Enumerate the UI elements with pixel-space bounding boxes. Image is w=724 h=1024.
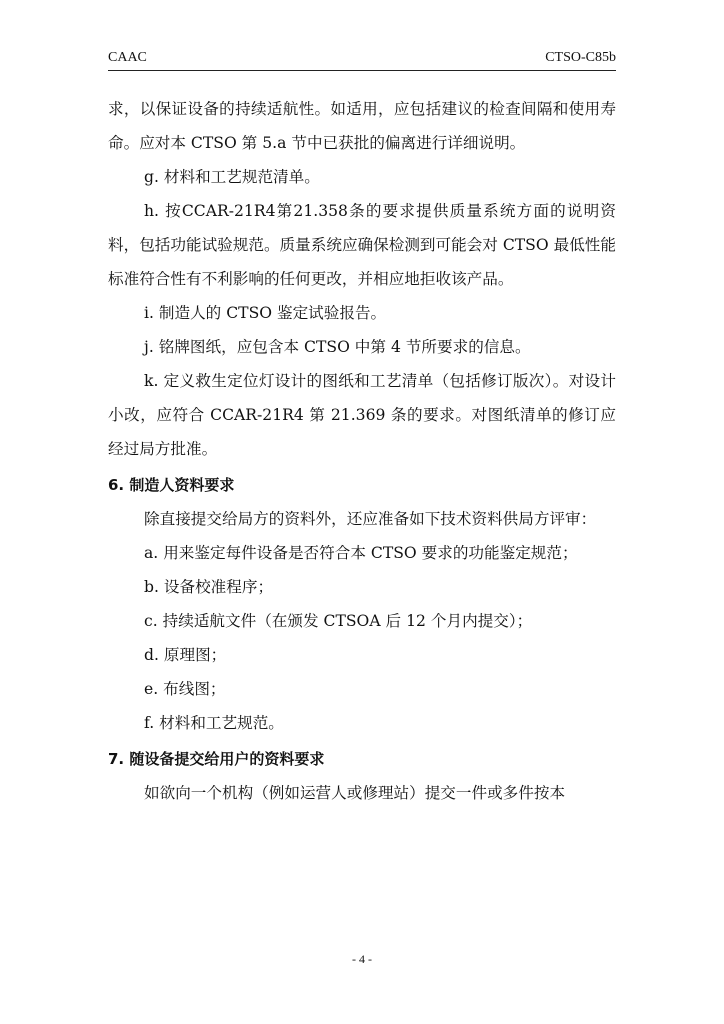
list-item-a: a. 用来鉴定每件设备是否符合本 CTSO 要求的功能鉴定规范； [144,544,578,562]
header-divider [108,70,616,71]
list-item-h: h. 按CCAR-21R4第21.358条的要求提供质量系统方面的说明资料，包括功能试验规范。质量系统应确保检测到可能会对 CTSO 最低性能标准符合性有不利影响的任何更改，并相应地拒收该产品。 [108,202,616,288]
list-item-f: f. 材料和工艺规范。 [144,714,284,732]
section-7-intro: 如欲向一个机构（例如运营人或修理站）提交一件或多件按本 [144,784,566,802]
section-heading-7: 7. 随设备提交给用户的资料要求 [108,750,325,768]
paragraph-continuation: 求，以保证设备的持续适航性。如适用，应包括建议的检查间隔和使用寿命。应对本 CTSO 第 5.a 节中已获批的偏离进行详细说明。 [108,100,616,152]
section-heading-6: 6. 制造人资料要求 [108,476,235,494]
list-item-j: j. 铭牌图纸，应包含本 CTSO 中第 4 节所要求的信息。 [144,338,531,356]
list-item-e: e. 布线图； [144,680,226,698]
page-header [108,50,616,70]
page-number: - 4 - [352,952,372,966]
section-6-intro: 除直接提交给局方的资料外，还应准备如下技术资料供局方评审： [144,510,597,528]
header-document-id: CTSO-C85b [545,50,616,65]
list-item-b: b. 设备校准程序； [144,578,274,596]
document-body [108,92,616,810]
header-left-label: CAAC [108,50,147,65]
list-item-k: k. 定义救生定位灯设计的图纸和工艺清单（包括修订版次）。对设计小改，应符合 CCAR-21R4 第 21.369 条的要求。对图纸清单的修订应经过局方批准。 [108,372,616,458]
list-item-g: g. 材料和工艺规范清单。 [144,168,320,186]
list-item-i: i. 制造人的 CTSO 鉴定试验报告。 [144,304,387,322]
list-item-c: c. 持续适航文件（在颁发 CTSOA 后 12 个月内提交）； [144,612,533,630]
list-item-d: d. 原理图； [144,646,227,664]
